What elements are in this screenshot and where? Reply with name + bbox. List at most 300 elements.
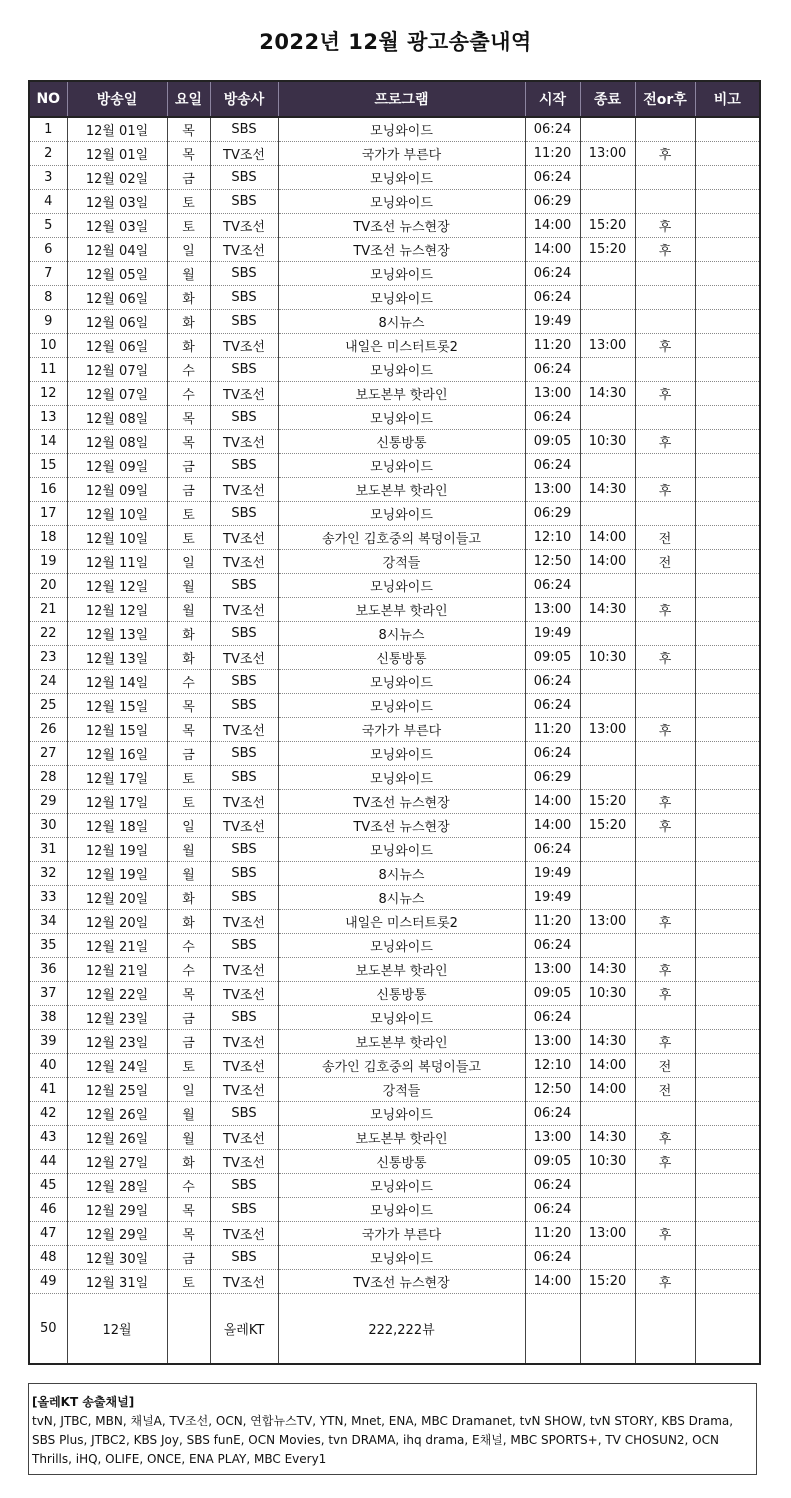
weekday-cell: 토 [167,1270,210,1294]
channel-note-title: [올레KT 송출채널] [32,1395,135,1409]
before-after-cell [635,1198,695,1222]
end-time-cell: 13:00 [580,718,635,742]
end-time-cell [580,1246,635,1270]
program-cell: 모닝와이드 [278,838,525,862]
note-cell [695,1030,760,1054]
broadcaster-cell: SBS [210,670,278,694]
note-cell [695,598,760,622]
end-time-cell [580,454,635,478]
program-cell: 강적들 [278,550,525,574]
start-time-cell: 06:29 [525,190,580,214]
program-cell: 모닝와이드 [278,574,525,598]
end-time-cell: 13:00 [580,910,635,934]
note-cell [695,478,760,502]
weekday-cell: 화 [167,910,210,934]
before-after-cell: 후 [635,214,695,238]
broadcaster-cell: TV조선 [210,1030,278,1054]
date-cell: 12월 13일 [67,622,167,646]
before-after-cell [635,1102,695,1126]
before-after-cell [635,838,695,862]
before-after-cell [635,310,695,334]
before-after-cell: 후 [635,910,695,934]
weekday-cell: 월 [167,1126,210,1150]
no-cell: 15 [29,454,67,478]
start-time-cell: 11:20 [525,910,580,934]
channel-note-line: SBS Plus, JTBC2, KBS Joy, SBS funE, OCN Movies, tvn DRAMA, ihq drama, E채널, MBC SPORTS+, TV CHOSUN2, OCN [32,1433,719,1447]
weekday-cell: 목 [167,430,210,454]
program-cell: 8시뉴스 [278,886,525,910]
table-row [29,358,760,382]
start-time-cell: 12:50 [525,1078,580,1102]
date-cell: 12월 12일 [67,598,167,622]
start-time-cell: 06:24 [525,934,580,958]
start-time-cell: 11:20 [525,1222,580,1246]
no-cell: 28 [29,766,67,790]
end-time-cell: 14:00 [580,550,635,574]
broadcaster-cell: TV조선 [210,1054,278,1078]
note-cell [695,742,760,766]
date-cell: 12월 03일 [67,190,167,214]
broadcaster-cell: TV조선 [210,238,278,262]
broadcaster-cell: SBS [210,166,278,190]
no-cell: 6 [29,238,67,262]
end-time-cell [580,310,635,334]
weekday-cell: 화 [167,334,210,358]
note-cell [695,1078,760,1102]
before-after-cell [635,862,695,886]
weekday-cell: 목 [167,982,210,1006]
no-cell: 37 [29,982,67,1006]
table-row [29,1078,760,1102]
table-row [29,142,760,166]
broadcaster-cell: SBS [210,406,278,430]
end-time-cell [580,262,635,286]
end-time-cell: 14:30 [580,478,635,502]
table-row [29,814,760,838]
no-cell: 48 [29,1246,67,1270]
date-cell: 12월 17일 [67,790,167,814]
program-cell: 모닝와이드 [278,358,525,382]
date-cell: 12월 08일 [67,430,167,454]
date-cell: 12월 04일 [67,238,167,262]
note-cell [695,1126,760,1150]
broadcaster-cell: SBS [210,862,278,886]
program-cell: 강적들 [278,1078,525,1102]
header-row [29,81,760,117]
end-time-cell [580,766,635,790]
broadcaster-cell: TV조선 [210,430,278,454]
end-time-cell: 10:30 [580,430,635,454]
start-time-cell: 09:05 [525,1150,580,1174]
end-time-cell: 14:00 [580,1078,635,1102]
program-cell: 신통방통 [278,430,525,454]
table-row [29,166,760,190]
weekday-cell: 일 [167,1078,210,1102]
note-cell [695,910,760,934]
note-cell [695,934,760,958]
weekday-cell: 토 [167,790,210,814]
before-after-cell [635,502,695,526]
program-cell: 모닝와이드 [278,694,525,718]
note-cell [695,334,760,358]
program-cell: 모닝와이드 [278,670,525,694]
table-row [29,670,760,694]
before-after-cell [635,1174,695,1198]
note-cell [695,454,760,478]
date-cell: 12월 12일 [67,574,167,598]
note-cell [695,958,760,982]
program-cell: 8시뉴스 [278,622,525,646]
before-after-cell: 후 [635,334,695,358]
note-cell [695,1102,760,1126]
table-row [29,262,760,286]
program-cell: 모닝와이드 [278,286,525,310]
no-cell: 17 [29,502,67,526]
column-header-program: 프로그램 [278,81,525,117]
note-cell [695,286,760,310]
note-cell [695,310,760,334]
date-cell: 12월 06일 [67,310,167,334]
no-cell: 24 [29,670,67,694]
no-cell: 12 [29,382,67,406]
weekday-cell: 수 [167,670,210,694]
broadcaster-cell: TV조선 [210,1126,278,1150]
end-time-cell: 14:30 [580,1126,635,1150]
table-row [29,526,760,550]
note-cell [695,670,760,694]
weekday-cell: 수 [167,358,210,382]
program-cell: 모닝와이드 [278,1198,525,1222]
before-after-cell: 전 [635,1054,695,1078]
note-cell [695,1006,760,1030]
program-cell: 보도본부 핫라인 [278,1030,525,1054]
program-cell: 내일은 미스터트롯2 [278,910,525,934]
no-cell: 5 [29,214,67,238]
end-time-cell [580,838,635,862]
date-cell: 12월 15일 [67,718,167,742]
note-cell [695,1222,760,1246]
no-cell: 49 [29,1270,67,1294]
program-cell: 222,222뷰 [278,1294,525,1365]
column-header-weekday: 요일 [167,81,210,117]
note-cell [695,166,760,190]
broadcaster-cell: SBS [210,1198,278,1222]
end-time-cell: 13:00 [580,1222,635,1246]
broadcaster-cell: SBS [210,454,278,478]
column-header-note: 비고 [695,81,760,117]
channel-note-line: tvN, JTBC, MBN, 채널A, TV조선, OCN, 연합뉴스TV, YTN, Mnet, ENA, MBC Dramanet, tvN SHOW, tvN STORY, KBS Drama, [32,1414,734,1428]
end-time-cell: 14:30 [580,382,635,406]
program-cell: 모닝와이드 [278,1174,525,1198]
date-cell: 12월 21일 [67,958,167,982]
before-after-cell [635,406,695,430]
column-header-start-time: 시작 [525,81,580,117]
broadcaster-cell: SBS [210,766,278,790]
broadcaster-cell: SBS [210,694,278,718]
table-row [29,718,760,742]
broadcast-table [28,80,761,1365]
no-cell: 3 [29,166,67,190]
no-cell: 47 [29,1222,67,1246]
table-row [29,1198,760,1222]
start-time-cell: 06:24 [525,1174,580,1198]
table-row [29,742,760,766]
table-row [29,1054,760,1078]
program-cell: 신통방통 [278,646,525,670]
column-header-no: NO [29,81,67,117]
date-cell: 12월 10일 [67,526,167,550]
before-after-cell: 후 [635,958,695,982]
date-cell: 12월 20일 [67,910,167,934]
table-row [29,1270,760,1294]
broadcaster-cell: TV조선 [210,1078,278,1102]
note-cell [695,262,760,286]
start-time-cell: 06:24 [525,670,580,694]
weekday-cell [167,1294,210,1365]
start-time-cell: 06:24 [525,454,580,478]
weekday-cell: 목 [167,117,210,142]
broadcaster-cell: SBS [210,286,278,310]
program-cell: 8시뉴스 [278,310,525,334]
note-cell [695,718,760,742]
weekday-cell: 토 [167,766,210,790]
weekday-cell: 금 [167,742,210,766]
table-row [29,886,760,910]
program-cell: 신통방통 [278,1150,525,1174]
end-time-cell [580,358,635,382]
broadcaster-cell: TV조선 [210,814,278,838]
weekday-cell: 월 [167,574,210,598]
start-time-cell: 06:24 [525,1198,580,1222]
program-cell: 모닝와이드 [278,766,525,790]
end-time-cell: 10:30 [580,646,635,670]
end-time-cell: 15:20 [580,214,635,238]
before-after-cell: 후 [635,142,695,166]
before-after-cell: 후 [635,646,695,670]
start-time-cell: 12:10 [525,526,580,550]
broadcaster-cell: TV조선 [210,1222,278,1246]
date-cell: 12월 23일 [67,1030,167,1054]
weekday-cell: 금 [167,166,210,190]
program-cell: 모닝와이드 [278,406,525,430]
table-row [29,382,760,406]
program-cell: 8시뉴스 [278,862,525,886]
start-time-cell: 06:24 [525,117,580,142]
column-header-before-after: 전or후 [635,81,695,117]
end-time-cell [580,286,635,310]
start-time-cell: 06:24 [525,1102,580,1126]
end-time-cell: 14:30 [580,958,635,982]
no-cell: 41 [29,1078,67,1102]
date-cell: 12월 19일 [67,862,167,886]
end-time-cell: 10:30 [580,1150,635,1174]
start-time-cell: 06:24 [525,358,580,382]
table-row [29,238,760,262]
table-row [29,334,760,358]
date-cell: 12월 28일 [67,1174,167,1198]
date-cell: 12월 05일 [67,262,167,286]
before-after-cell [635,742,695,766]
program-cell: TV조선 뉴스현장 [278,1270,525,1294]
weekday-cell: 목 [167,694,210,718]
start-time-cell: 14:00 [525,1270,580,1294]
no-cell: 36 [29,958,67,982]
broadcaster-cell: TV조선 [210,142,278,166]
note-cell [695,790,760,814]
table-row [29,550,760,574]
program-cell: 모닝와이드 [278,454,525,478]
weekday-cell: 목 [167,142,210,166]
table-row [29,117,760,142]
program-cell: 국가가 부른다 [278,1222,525,1246]
table-row [29,646,760,670]
start-time-cell: 14:00 [525,238,580,262]
no-cell: 27 [29,742,67,766]
start-time-cell: 11:20 [525,334,580,358]
no-cell: 31 [29,838,67,862]
table-row [29,574,760,598]
no-cell: 26 [29,718,67,742]
note-cell [695,622,760,646]
weekday-cell: 화 [167,646,210,670]
weekday-cell: 목 [167,1198,210,1222]
table-row [29,286,760,310]
end-time-cell [580,1198,635,1222]
column-header-date: 방송일 [67,81,167,117]
table-body [29,117,760,1364]
weekday-cell: 화 [167,310,210,334]
broadcaster-cell: TV조선 [210,214,278,238]
program-cell: 모닝와이드 [278,1102,525,1126]
weekday-cell: 금 [167,478,210,502]
date-cell: 12월 03일 [67,214,167,238]
table-row [29,214,760,238]
no-cell: 33 [29,886,67,910]
date-cell: 12월 29일 [67,1222,167,1246]
weekday-cell: 월 [167,862,210,886]
before-after-cell: 후 [635,478,695,502]
no-cell: 20 [29,574,67,598]
date-cell: 12월 26일 [67,1102,167,1126]
table-row [29,958,760,982]
table-row [29,982,760,1006]
broadcaster-cell: SBS [210,622,278,646]
broadcaster-cell: 올레KT [210,1294,278,1365]
date-cell: 12월 06일 [67,334,167,358]
date-cell: 12월 [67,1294,167,1365]
weekday-cell: 수 [167,958,210,982]
date-cell: 12월 07일 [67,382,167,406]
end-time-cell [580,502,635,526]
table-row [29,598,760,622]
before-after-cell: 전 [635,1078,695,1102]
note-cell [695,550,760,574]
note-cell [695,1270,760,1294]
end-time-cell [580,886,635,910]
before-after-cell [635,262,695,286]
before-after-cell [635,117,695,142]
program-cell: 내일은 미스터트롯2 [278,334,525,358]
note-cell [695,382,760,406]
weekday-cell: 금 [167,1030,210,1054]
no-cell: 2 [29,142,67,166]
start-time-cell: 13:00 [525,1030,580,1054]
program-cell: 모닝와이드 [278,190,525,214]
table-row [29,622,760,646]
start-time-cell: 19:49 [525,310,580,334]
table-row [29,310,760,334]
broadcaster-cell: TV조선 [210,334,278,358]
no-cell: 9 [29,310,67,334]
program-cell: 국가가 부른다 [278,142,525,166]
note-cell [695,1054,760,1078]
date-cell: 12월 20일 [67,886,167,910]
note-cell [695,574,760,598]
table-row [29,190,760,214]
note-cell [695,1294,760,1365]
end-time-cell: 15:20 [580,814,635,838]
start-time-cell: 11:20 [525,718,580,742]
weekday-cell: 수 [167,1174,210,1198]
note-cell [695,838,760,862]
weekday-cell: 목 [167,718,210,742]
broadcaster-cell: SBS [210,886,278,910]
weekday-cell: 화 [167,622,210,646]
date-cell: 12월 13일 [67,646,167,670]
end-time-cell [580,742,635,766]
no-cell: 23 [29,646,67,670]
start-time-cell: 12:10 [525,1054,580,1078]
end-time-cell [580,670,635,694]
date-cell: 12월 10일 [67,502,167,526]
table-header [29,81,760,117]
before-after-cell: 전 [635,526,695,550]
weekday-cell: 월 [167,838,210,862]
program-cell: 모닝와이드 [278,502,525,526]
start-time-cell: 13:00 [525,1126,580,1150]
note-cell [695,238,760,262]
end-time-cell [580,934,635,958]
before-after-cell: 전 [635,550,695,574]
program-cell: 모닝와이드 [278,934,525,958]
no-cell: 42 [29,1102,67,1126]
before-after-cell: 후 [635,1222,695,1246]
table-row [29,1222,760,1246]
program-cell: TV조선 뉴스현장 [278,814,525,838]
date-cell: 12월 07일 [67,358,167,382]
date-cell: 12월 25일 [67,1078,167,1102]
program-cell: 모닝와이드 [278,117,525,142]
date-cell: 12월 22일 [67,982,167,1006]
date-cell: 12월 01일 [67,142,167,166]
date-cell: 12월 29일 [67,1198,167,1222]
start-time-cell: 13:00 [525,478,580,502]
table-row [29,454,760,478]
before-after-cell: 후 [635,1030,695,1054]
end-time-cell: 13:00 [580,334,635,358]
date-cell: 12월 30일 [67,1246,167,1270]
end-time-cell [580,574,635,598]
weekday-cell: 토 [167,214,210,238]
date-cell: 12월 06일 [67,286,167,310]
broadcaster-cell: TV조선 [210,910,278,934]
table-row [29,1102,760,1126]
before-after-cell [635,286,695,310]
before-after-cell [635,358,695,382]
note-cell [695,766,760,790]
program-cell: 보도본부 핫라인 [278,382,525,406]
broadcaster-cell: SBS [210,742,278,766]
